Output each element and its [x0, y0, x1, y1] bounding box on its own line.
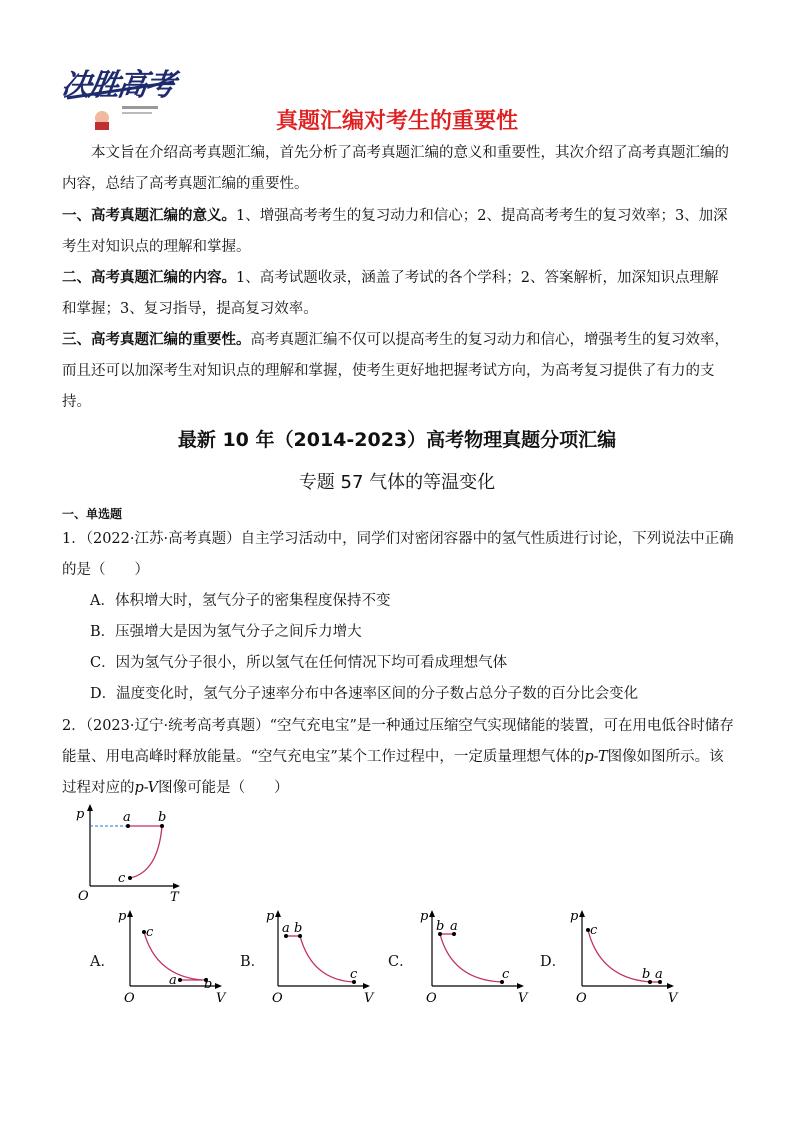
option-b-c-label: c — [350, 967, 358, 982]
pt-origin-label: O — [78, 889, 89, 902]
question-1-option-b: B．压强增大是因为氢气分子之间斥力增大 — [90, 624, 362, 640]
intro-title: 真题汇编对考生的重要性 — [275, 109, 518, 134]
option-a-origin-label: O — [124, 991, 135, 1006]
question-1-stem: 1．（2022·江苏·高考真题）自主学习活动中，同学们对密闭容器中的氢气性质进行讨论，下列说法中正确的是（ ） — [62, 531, 734, 578]
pt-b-label: b — [158, 810, 167, 825]
option-b-curve — [300, 936, 354, 982]
option-b-b-label: b — [294, 921, 303, 936]
logo-text: 决胜高考 — [59, 68, 176, 103]
option-a-v-label: V — [216, 991, 226, 1006]
option-c-p-label: p — [420, 909, 429, 924]
option-d-p-label: p — [570, 909, 579, 924]
option-d-graph — [566, 906, 682, 1006]
question-2-stem — [62, 711, 734, 804]
option-a-c-label: c — [146, 925, 154, 940]
point-1-body: 1、增强高考考生的复习动力和信心；2、提高高考考生的复习效率；3、加深考生对知识点的理解和掌握。 — [62, 208, 728, 255]
option-b-v-label: V — [364, 991, 374, 1006]
option-b-graph — [262, 906, 378, 1006]
intro-point-2 — [62, 262, 732, 325]
option-c-a-label: a — [450, 919, 458, 934]
option-c-origin-label: O — [426, 991, 437, 1006]
q2-stem-b: 图像如图所示。该过程对应的 — [62, 749, 724, 796]
pt-p-label: p — [76, 807, 85, 822]
question-1-option-c: C．因为氢气分子很小，所以氢气在任何情况下均可看成理想气体 — [90, 655, 508, 671]
pt-graph — [70, 802, 190, 902]
pt-a-label: a — [123, 810, 131, 825]
option-b-p-label: p — [266, 909, 275, 924]
topic-title: 专题 57 气体的等温变化 — [298, 472, 496, 493]
option-c-label: C． — [388, 954, 414, 970]
section-heading: 一、单选题 — [62, 507, 123, 521]
point-2-heading: 二、高考真题汇编的内容。 — [62, 269, 236, 286]
option-c-graph — [416, 906, 532, 1006]
option-d-v-label: V — [668, 991, 678, 1006]
option-a-b-label: b — [204, 977, 213, 992]
pt-curve-cb — [130, 826, 162, 878]
option-d-origin-label: O — [576, 991, 587, 1006]
q2-stem-c: 图像可能是（ ） — [158, 780, 289, 796]
point-1-heading: 一、高考真题汇编的意义。 — [62, 207, 236, 224]
intro-point-1 — [62, 200, 732, 263]
intro-paragraph: 本文旨在介绍高考真题汇编，首先分析了高考真题汇编的意义和重要性，其次介绍了高考真题汇编的内容，总结了高考真题汇编的重要性。 — [62, 145, 729, 192]
q2-pt-label: p-T — [584, 749, 608, 765]
option-d-b-label: b — [642, 967, 651, 982]
q2-stem-a: 2．（2023·辽宁·统考高考真题）“空气充电宝”是一种通过压缩空气实现储能的装置，可在用电低谷时储存能量、用电高峰时释放能量。“空气充电宝”某个工作过程中，一定质量理想气体的 — [62, 718, 734, 765]
option-b-origin-label: O — [272, 991, 283, 1006]
option-c-v-label: V — [518, 991, 528, 1006]
option-d-c-label: c — [590, 923, 598, 938]
point-2-body: 1、高考试题收录，涵盖了考试的各个学科；2、答案解析，加深知识点理解和掌握；3、复习指导，提高复习效率。 — [62, 270, 719, 317]
option-c-curve — [440, 934, 502, 982]
question-1-option-d: D．温度变化时，氢气分子速率分布中各速率区间的分子数占总分子数的百分比会变化 — [90, 686, 639, 702]
option-b-a-label: a — [282, 921, 290, 936]
point-3-heading: 三、高考真题汇编的重要性。 — [62, 331, 251, 348]
option-c-c-label: c — [502, 967, 510, 982]
option-a-a-label: a — [169, 973, 177, 988]
point-3-body: 高考真题汇编不仅可以提高考生的复习动力和信心，增强考生的复习效率，而且还可以加深考生对知识点的理解和掌握，使考生更好地把握考试方向，为高考复习提供了有力的支持。 — [62, 332, 729, 410]
option-d-label: D． — [540, 954, 567, 970]
option-a-graph — [114, 906, 230, 1006]
option-d-curve — [588, 930, 650, 982]
option-a-label: A． — [90, 954, 115, 970]
collection-title: 最新 10 年（2014-2023）高考物理真题分项汇编 — [177, 429, 617, 451]
question-1-option-a: A．体积增大时，氢气分子的密集程度保持不变 — [90, 593, 391, 609]
pt-c-label: c — [118, 871, 126, 886]
option-a-p-label: p — [118, 909, 127, 924]
q2-pv-label: p-V — [134, 780, 159, 796]
option-b-label: B． — [240, 954, 266, 970]
pt-t-label: T — [170, 890, 179, 902]
intro-point-3 — [62, 324, 732, 418]
option-c-b-label: b — [436, 919, 445, 934]
option-d-a-label: a — [655, 967, 663, 982]
